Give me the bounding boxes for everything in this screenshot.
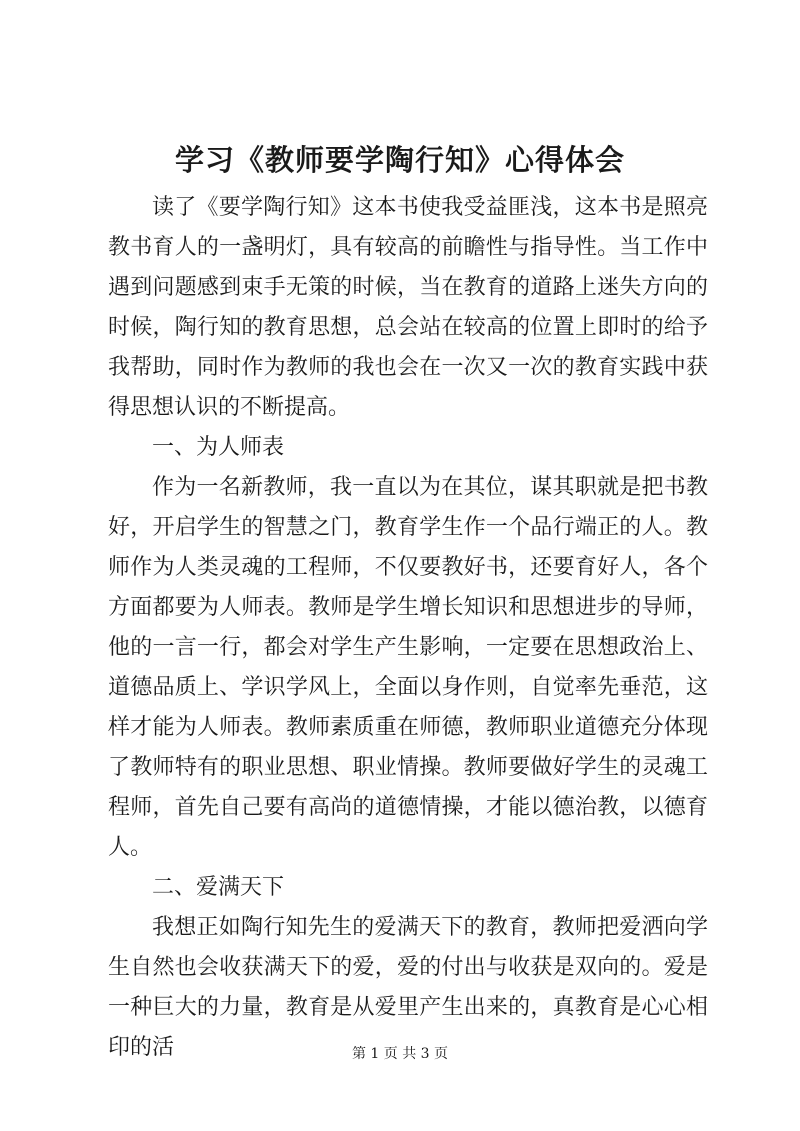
document-title: 学习《教师要学陶行知》心得体会 (174, 143, 625, 177)
document-body (108, 188, 708, 1068)
paragraph-section-2: 我想正如陶行知先生的爱满天下的教育，教师把爱洒向学生自然也会收获满天下的爱，爱的付出与收获是双向的。爱是一种巨大的力量，教育是从爱里产生出来的，真教育是心心相印的活 (108, 915, 708, 1060)
paragraph-intro: 读了《要学陶行知》这本书使我受益匪浅，这本书是照亮教书育人的一盏明灯，具有较高的前瞻性与指导性。当工作中遇到问题感到束手无策的时候，当在教育的道路上迷失方向的时候，陶行知的教育思想，总会站在较高的位置上即时的给予我帮助，同时作为教师的我也会在一次又一次的教育实践中获得思想认识的不断提高。 (108, 195, 708, 420)
paragraph-section-1: 作为一名新教师，我一直以为在其位，谋其职就是把书教好，开启学生的智慧之门，教育学生作一个品行端正的人。教师作为人类灵魂的工程师，不仅要教好书，还要育好人，各个方面都要为人师表。教师是学生增长知识和思想进步的导师，他的一言一行，都会对学生产生影响，一定要在思想政治上、道德品质上、学识学风上，全面以身作则，自觉率先垂范，这样才能为人师表。教师素质重在师德，教师职业道德充分体现了教师特有的职业思想、职业情操。教师要做好学生的灵魂工程师，首先自己要有高尚的道德情操，才能以德治教，以德育人。 (108, 475, 708, 860)
section-heading-1: 一、为人师表 (152, 435, 285, 460)
section-heading-2: 二、爱满天下 (152, 875, 285, 900)
page-number-footer: 第 1 页 共 3 页 (351, 1046, 449, 1062)
